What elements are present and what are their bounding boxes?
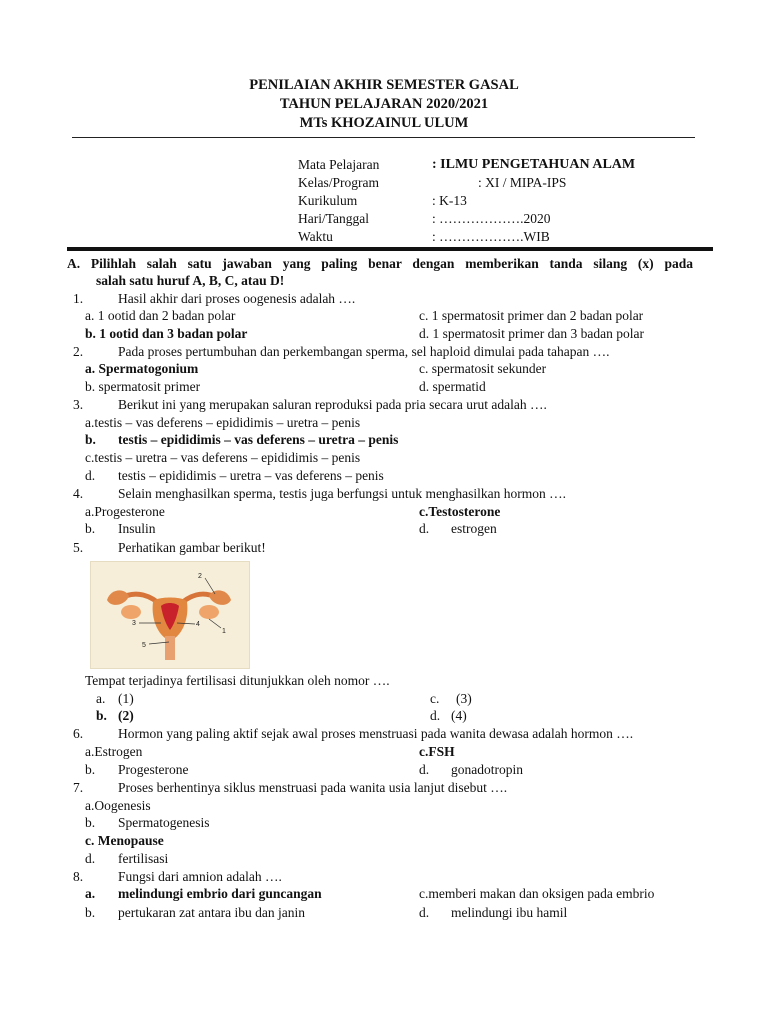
q8-option-b-letter[interactable]: b. (85, 905, 96, 920)
q7-option-d-letter[interactable]: d. (85, 851, 96, 866)
left-ovary (121, 605, 141, 619)
q5-number: 5. (73, 540, 84, 555)
time-label: Waktu (298, 229, 333, 244)
q8-text: Fungsi dari amnion adalah …. (118, 869, 282, 884)
q5-option-c-letter[interactable]: c. (430, 691, 440, 706)
q7-option-a[interactable]: a.Oogenesis (85, 798, 151, 813)
q4-option-a[interactable]: a.Progesterone (85, 504, 165, 519)
time-value: : ……………….WIB (432, 229, 550, 244)
q3-option-a[interactable]: a.testis – vas deferens – epididimis – uretra – penis (85, 415, 361, 430)
q1-option-d[interactable]: d. 1 spermatosit primer dan 3 badan polar (419, 326, 644, 341)
figure-label-3: 3 (132, 620, 136, 627)
curriculum-value: : K-13 (432, 193, 467, 208)
figure-label-1: 1 (222, 628, 226, 635)
q6-text: Hormon yang paling aktif sejak awal proses menstruasi pada wanita dewasa adalah hormon …. (118, 726, 634, 741)
date-label: Hari/Tanggal (298, 211, 370, 226)
q2-text: Pada proses pertumbuhan dan perkembangan sperma, sel haploid dimulai pada tahapan …. (118, 344, 610, 359)
q5-option-d-letter[interactable]: d. (430, 708, 441, 723)
q2-number: 2. (73, 344, 84, 359)
instruction-line1: A. Pilihlah salah satu jawaban yang paling benar dengan memberikan tanda silang (x) pada (67, 256, 693, 271)
q5-question: Tempat terjadinya fertilisasi ditunjukkan oleh nomor …. (85, 673, 390, 688)
info-divider (67, 247, 713, 251)
q2-option-b[interactable]: b. spermatosit primer (85, 379, 201, 394)
q1-option-b[interactable]: b. 1 ootid dan 3 badan polar (85, 326, 248, 341)
q5-option-d[interactable]: (4) (451, 708, 467, 723)
q2-option-a[interactable]: a. Spermatogonium (85, 361, 199, 376)
q4-option-d-letter[interactable]: d. (419, 521, 430, 536)
q8-option-c[interactable]: c.memberi makan dan oksigen pada embrio (419, 886, 655, 901)
q6-option-c[interactable]: c.FSH (419, 744, 455, 759)
figure-label-2: 2 (198, 573, 202, 580)
q3-option-d-letter[interactable]: d. (85, 468, 96, 483)
q3-option-c[interactable]: c.testis – uretra – vas deferens – epididimis – penis (85, 450, 361, 465)
vagina (165, 636, 175, 660)
figure-label-4: 4 (196, 621, 200, 628)
q5-option-c[interactable]: (3) (456, 691, 472, 706)
date-value: : ……………….2020 (432, 211, 551, 226)
academic-year: TAHUN PELAJARAN 2020/2021 (279, 96, 489, 112)
right-ovary (199, 605, 219, 619)
q5-option-a-letter[interactable]: a. (96, 691, 106, 706)
q1-option-a[interactable]: a. 1 ootid dan 2 badan polar (85, 308, 236, 323)
q2-option-c[interactable]: c. spermatosit sekunder (419, 361, 547, 376)
class-label: Kelas/Program (298, 175, 379, 190)
q8-option-d[interactable]: melindungi ibu hamil (451, 905, 568, 920)
q6-number: 6. (73, 726, 84, 741)
q5-text: Perhatikan gambar berikut! (118, 540, 266, 555)
q7-number: 7. (73, 780, 84, 795)
q5-option-b-letter[interactable]: b. (96, 708, 107, 723)
q4-option-c[interactable]: c.Testosterone (419, 504, 501, 519)
q3-option-d[interactable]: testis – epididimis – uretra – vas deferens – penis (118, 468, 384, 483)
q6-option-b[interactable]: Progesterone (118, 762, 189, 777)
q7-option-b-letter[interactable]: b. (85, 815, 96, 830)
header-divider (72, 137, 695, 138)
q5-option-b[interactable]: (2) (118, 708, 134, 723)
q3-number: 3. (73, 397, 84, 412)
q8-option-a-letter[interactable]: a. (85, 886, 96, 901)
q3-text: Berikut ini yang merupakan saluran reproduksi pada pria secara urut adalah …. (118, 397, 547, 412)
figure-label-5: 5 (142, 642, 146, 649)
q6-option-a[interactable]: a.Estrogen (85, 744, 143, 759)
curriculum-label: Kurikulum (298, 193, 358, 208)
q1-number: 1. (73, 291, 84, 306)
q3-option-b[interactable]: testis – epididimis – vas deferens – uretra – penis (118, 432, 399, 447)
q3-option-b-letter[interactable]: b. (85, 432, 96, 447)
q1-text: Hasil akhir dari proses oogenesis adalah …. (118, 291, 356, 306)
q4-option-b-letter[interactable]: b. (85, 521, 96, 536)
q7-option-c[interactable]: c. Menopause (85, 833, 164, 848)
q6-option-d[interactable]: gonadotropin (451, 762, 523, 777)
q1-option-c[interactable]: c. 1 spermatosit primer dan 2 badan polar (419, 308, 644, 323)
school-name: MTs KHOZAINUL ULUM (299, 115, 469, 131)
q2-option-d[interactable]: d. spermatid (419, 379, 486, 394)
q7-option-d[interactable]: fertilisasi (118, 851, 169, 866)
subject-value: : ILMU PENGETAHUAN ALAM (432, 157, 636, 172)
q5-option-a[interactable]: (1) (118, 691, 134, 706)
subject-label: Mata Pelajaran (298, 157, 380, 172)
q4-option-d[interactable]: estrogen (451, 521, 497, 536)
class-value: : XI / MIPA-IPS (478, 175, 567, 190)
exam-title: PENILAIAN AKHIR SEMESTER GASAL (249, 77, 519, 93)
label-line-2 (205, 578, 215, 594)
label-line-1 (209, 619, 221, 628)
q6-option-b-letter[interactable]: b. (85, 762, 96, 777)
q4-option-b[interactable]: Insulin (118, 521, 156, 536)
q8-number: 8. (73, 869, 84, 884)
q8-option-a[interactable]: melindungi embrio dari guncangan (118, 886, 322, 901)
q7-text: Proses berhentinya siklus menstruasi pada wanita usia lanjut disebut …. (118, 780, 508, 795)
q4-number: 4. (73, 486, 84, 501)
right-fimbriae (209, 590, 231, 605)
uterus-diagram (91, 562, 249, 668)
instruction-line2: salah satu huruf A, B, C, atau D! (96, 273, 285, 288)
left-fimbriae (107, 590, 129, 605)
q4-text: Selain menghasilkan sperma, testis juga berfungsi untuk menghasilkan hormon …. (118, 486, 567, 501)
q7-option-b[interactable]: Spermatogenesis (118, 815, 210, 830)
q8-option-d-letter[interactable]: d. (419, 905, 430, 920)
uterus-figure (90, 561, 250, 669)
q8-option-b[interactable]: pertukaran zat antara ibu dan janin (118, 905, 306, 920)
q6-option-d-letter[interactable]: d. (419, 762, 430, 777)
